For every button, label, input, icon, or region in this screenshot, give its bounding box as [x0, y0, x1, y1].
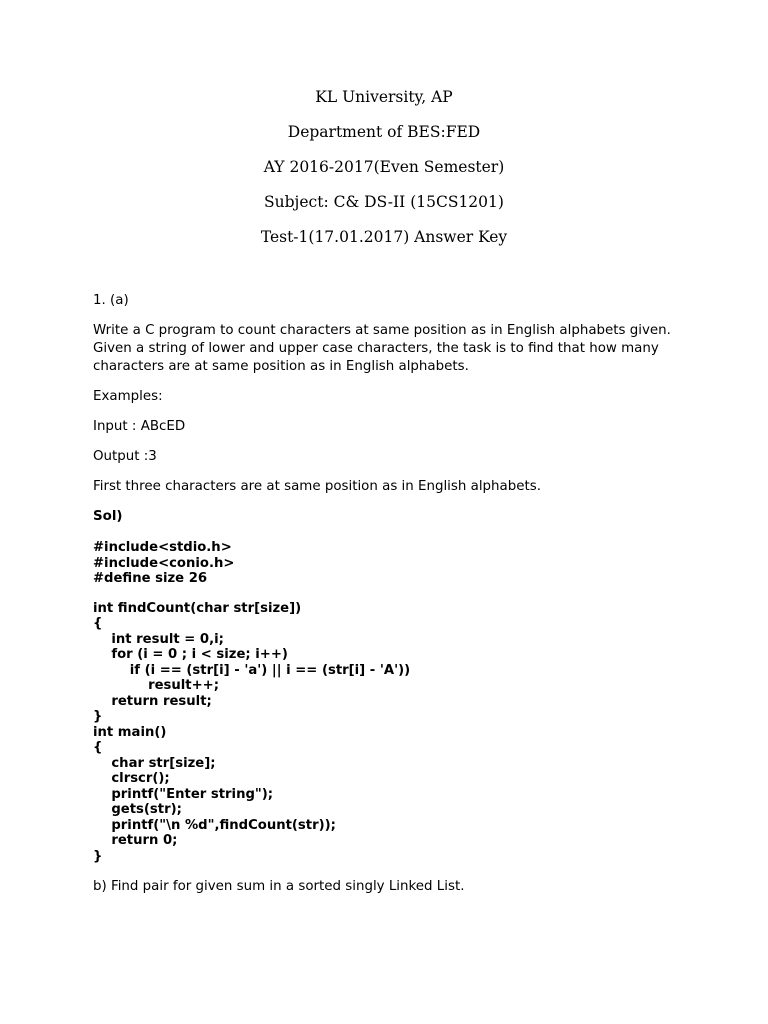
code-line: return result;: [93, 693, 212, 709]
test-title: Test-1(17.01.2017) Answer Key: [260, 228, 508, 246]
subject-title: Subject: C& DS-II (15CS1201): [264, 193, 504, 211]
question-number: 1. (a): [93, 293, 129, 308]
code-line: }: [93, 848, 103, 864]
code-line: if (i == (str[i] - 'a') || i == (str[i] - 'A')): [93, 662, 411, 678]
code-line: int main(): [93, 724, 167, 740]
code-line: int result = 0,i;: [93, 631, 224, 647]
code-line: result++;: [93, 678, 219, 693]
next-question: b) Find pair for given sum in a sorted singly Linked List.: [93, 879, 465, 894]
code-line: }: [93, 709, 103, 724]
code-line: int findCount(char str[size]): [93, 600, 302, 616]
example-input: Input : ABcED: [93, 419, 186, 434]
code-line: {: [93, 616, 103, 631]
example-explanation: First three characters are at same position as in English alphabets.: [93, 479, 541, 494]
code-line: #define size 26: [93, 571, 208, 586]
code-line: #include<stdio.h>: [93, 540, 232, 555]
example-output: Output :3: [93, 449, 157, 464]
code-line: clrscr();: [93, 771, 170, 786]
code-line: printf("Enter string");: [93, 786, 274, 802]
document-body: [93, 292, 713, 896]
code-block: [93, 601, 713, 865]
code-headers: [93, 540, 713, 587]
department-title: Department of BES:FED: [287, 123, 481, 141]
university-title: KL University, AP: [315, 88, 453, 106]
examples-label: Examples:: [93, 389, 163, 404]
code-line: {: [93, 740, 103, 755]
academic-year: AY 2016-2017(Even Semester): [263, 158, 505, 176]
question-text: Write a C program to count characters at same position as in English alphabets given. Given a string of lower and upper case characters, the task is to find that how many characters are at same position as in English alphabets.: [93, 323, 671, 374]
document-header: [0, 86, 768, 261]
code-line: #include<conio.h>: [93, 555, 235, 571]
code-line: return 0;: [93, 833, 178, 848]
code-line: char str[size];: [93, 755, 216, 771]
code-line: for (i = 0 ; i < size; i++): [93, 647, 288, 662]
solution-label: Sol): [93, 509, 123, 524]
code-line: printf("\n %d",findCount(str));: [93, 817, 336, 833]
code-line: gets(str);: [93, 802, 182, 817]
